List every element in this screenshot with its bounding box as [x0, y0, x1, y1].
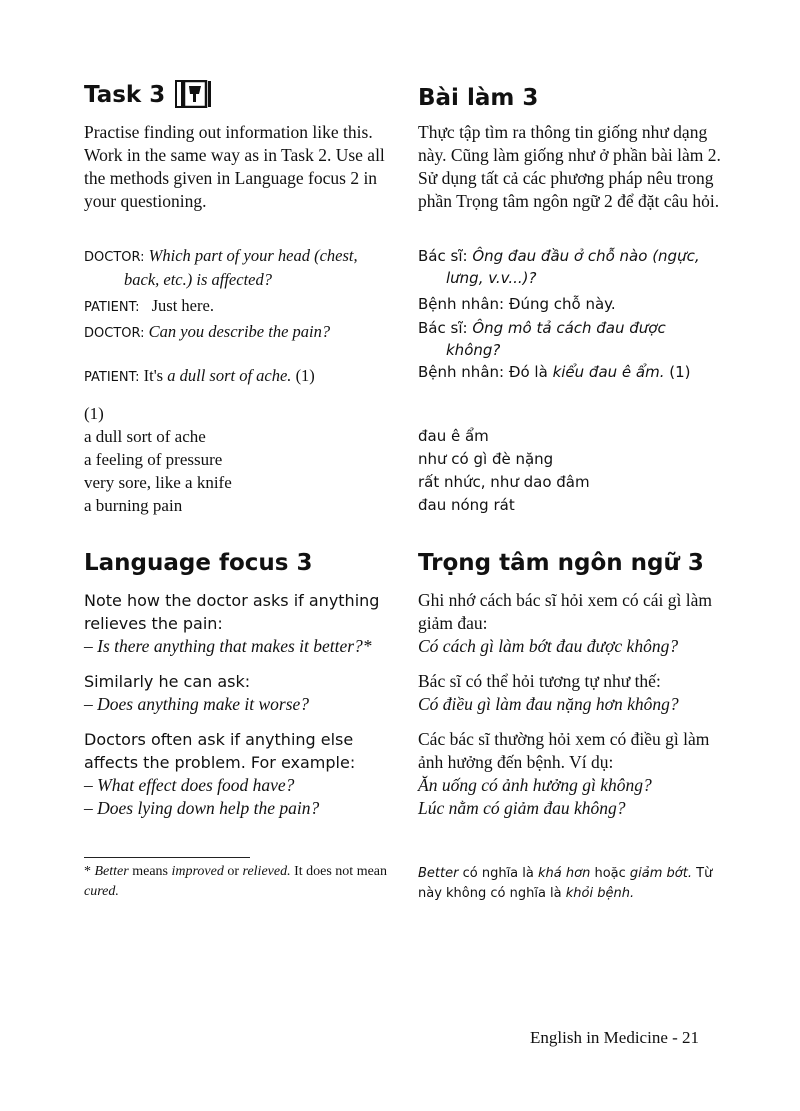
dialogue-line: DOCTOR: Can you describe the pain?	[84, 322, 331, 341]
dialogue-line: PATIENT: It's a dull sort of ache. (1)	[84, 366, 315, 385]
dialogue-line: Bệnh nhân: Đúng chỗ này.	[418, 295, 616, 313]
list-item: đau nóng rát	[418, 496, 515, 514]
footnote-left: * Better means improved or relieved. It does not mean cured.	[84, 864, 388, 899]
list-item: a dull sort of ache	[84, 427, 206, 446]
list-item: như có gì đè nặng	[418, 450, 554, 468]
dialogue-line: Bác sĩ: Ông mô tả cách đau được không?	[418, 319, 666, 359]
list-item: rất nhức, như dao đâm	[418, 473, 590, 491]
dialogue-right	[418, 245, 736, 383]
task-heading-right: Bài làm 3	[418, 85, 539, 111]
dialogue-line: Bệnh nhân: Đó là kiểu đau ê ẩm. (1)	[418, 363, 691, 381]
list-item: very sore, like a knife	[84, 473, 232, 492]
language-focus-heading-right: Trọng tâm ngôn ngữ 3	[418, 550, 704, 576]
language-focus-heading-left: Language focus 3	[84, 550, 313, 576]
options-label: (1)	[84, 404, 104, 423]
list-item: a burning pain	[84, 496, 183, 515]
dialogue-line: DOCTOR: Which part of your head (chest, back, etc.) is affected?	[84, 246, 358, 289]
list-item: a feeling of pressure	[84, 450, 223, 469]
language-focus-body-right: Ghi nhớ cách bác sĩ hỏi xem có cái gì làm giảm đau: Có cách gì làm bớt đau được không? Bác sĩ có thể hỏi tương tự như thế: Có điều gì làm đau nặng hơn không? Các bác sĩ thường hỏi xem có điều gì làm ảnh hưởng đến bệnh. Ví dụ: Ăn uống có ảnh hưởng gì không? Lúc nằm có giảm đau không?	[418, 590, 713, 818]
task-intro-right: Thực tập tìm ra thông tin giống như dạng này. Cũng làm giống như ở phần bài làm 2. Sử dụng tất cả các phương pháp nêu trong phần Trọng tâm ngôn ngữ 2 để đặt câu hỏi.	[418, 122, 721, 211]
page-footer: English in Medicine - 21	[530, 1028, 700, 1047]
dialogue-line: PATIENT: Just here.	[84, 296, 214, 315]
task-intro-left: Practise finding out information like this. Work in the same way as in Task 2. Use all the methods given in Language focus 2 in your questioning.	[84, 122, 385, 211]
footnote-divider	[84, 857, 250, 858]
task-heading-left: Task 3	[84, 81, 396, 112]
dialogue-left	[84, 245, 396, 389]
options-right	[418, 425, 736, 517]
language-focus-body-left: Note how the doctor asks if anything relieves the pain: – Is there anything that makes it better?* Similarly he can ask: – Does anything make it worse? Doctors often ask if anything else affects the problem. For example: – What effect does food have? – Does lying down help the pain?	[84, 591, 380, 818]
cassette-recorder-icon	[175, 80, 215, 108]
list-item: đau ê ẩm	[418, 427, 489, 445]
options-left	[84, 402, 396, 517]
footnote-right: Better có nghĩa là khá hơn hoặc giảm bớt. Từ này không có nghĩa là khỏi bệnh.	[418, 866, 713, 901]
dialogue-line: Bác sĩ: Ông đau đầu ở chỗ nào (ngực, lưng, v.v...)?	[418, 247, 700, 287]
